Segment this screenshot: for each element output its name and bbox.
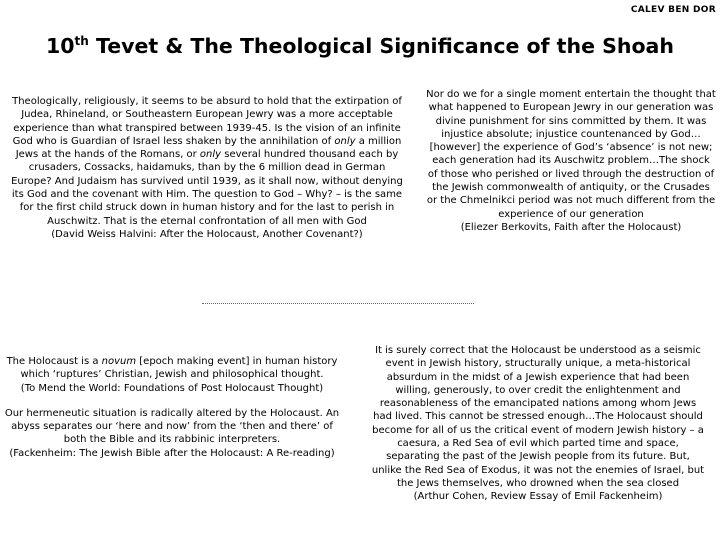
quote-text-part: a million Jews at the hands of the Romans, or — [15, 135, 402, 161]
quote-emphasis: only — [199, 149, 222, 161]
quote-cohen — [370, 344, 706, 504]
quote-text-part: Nor do we for a single moment entertain the thought that what happened to European Jewry in our generation was divine punishment for sins committed by them. It was injustice absolute; injustice countenanced by God…[however] the experience of God’s ‘absence’ is not new; each generation had its Auschwitz problem…The shock of those who perished or lived through the destruction of the Jewish commonwealth of antiquity, or the Crusades or the Chmelnikci period was not much different from the experience of our generation — [426, 89, 716, 220]
quote-text-part: It is surely correct that the Holocaust be understood as a seismic event in Jewish history, structurally unique, a meta-historical absurdum in the midst of a Jewish experience that had been willing, generously, to over credit the enlightenment and reasonableness of the emancipated nations among whom Jews had lived. This cannot be stressed enough…The Holocaust should become for all of us the critical event of modern Jewish history – a caesura, a Red Sea of evil which parted time and space, separating the past of the Jewish people from its future. But, unlike the Red Sea of Exodus, it was not the enemies of Israel, but the Jews themselves, who drowned when the sea closed — [371, 345, 705, 489]
title-text: Tevet & The Theological Significance of the Shoah — [88, 34, 674, 58]
quote-text-part: several hundred thousand each by crusaders, Cossacks, haidamuks, than by the 6 million dead in German Europe? And Judaism has survived until 1939, as it shall now, without denying its God and the covenant with Him. The question to God – Why? – is the same for the first child struck down in human history and for the last to perish in Auschwitz. That is the eternal confrontation of all men with God — [11, 149, 403, 227]
quote-citation: (Arthur Cohen, Review Essay of Emil Fackenheim) — [413, 491, 663, 503]
quote-text-part: Our hermeneutic situation is radically altered by the Holocaust. An abyss separates our ‘here and now’ from the ‘then and there’ of both the Bible and its rabbinic interpreters. — [4, 407, 340, 446]
quote-fackenheim — [4, 355, 340, 460]
quote-halvini — [8, 95, 406, 241]
quote-citation: (Fackenheim: The Jewish Bible after the Holocaust: A Re-reading) — [9, 447, 335, 459]
quote-emphasis: novum — [101, 356, 137, 367]
title-number: 10 — [46, 34, 75, 58]
quote-text-part: Theologically, religiously, it seems to be absurd to hold that the extirpation of Judea, Rhineland, or Southeastern European Jewry was a more acceptable experience than what transpired between 1939-45. Is the vision of an infinite God who is Guardian of Israel less shaken by the annihilation of — [12, 96, 402, 147]
quote-citation: (To Mend the World: Foundations of Post Holocaust Thought) — [20, 382, 324, 394]
quote-cohen-text — [370, 344, 706, 504]
quote-fackenheim-novum — [4, 355, 340, 395]
quote-citation: (David Weiss Halvini: After the Holocaust, Another Covenant?) — [51, 228, 363, 240]
quote-berkovits-text — [426, 88, 716, 234]
section-divider — [202, 303, 474, 304]
page-title — [0, 34, 720, 58]
quote-text-part: [epoch making event] in human history which ‘ruptures’ Christian, Jewish and philosophical thought. — [20, 356, 338, 381]
quote-fackenheim-hermeneutic — [4, 407, 340, 460]
quote-citation: (Eliezer Berkovits, Faith after the Holocaust) — [460, 221, 682, 233]
quote-text-part: The Holocaust is a — [6, 356, 102, 367]
quote-halvini-text — [8, 95, 406, 241]
title-ordinal-suffix: th — [74, 34, 89, 48]
quote-emphasis: only — [334, 135, 356, 147]
quote-berkovits — [426, 88, 716, 234]
author-name: CALEV BEN DOR — [630, 5, 716, 15]
